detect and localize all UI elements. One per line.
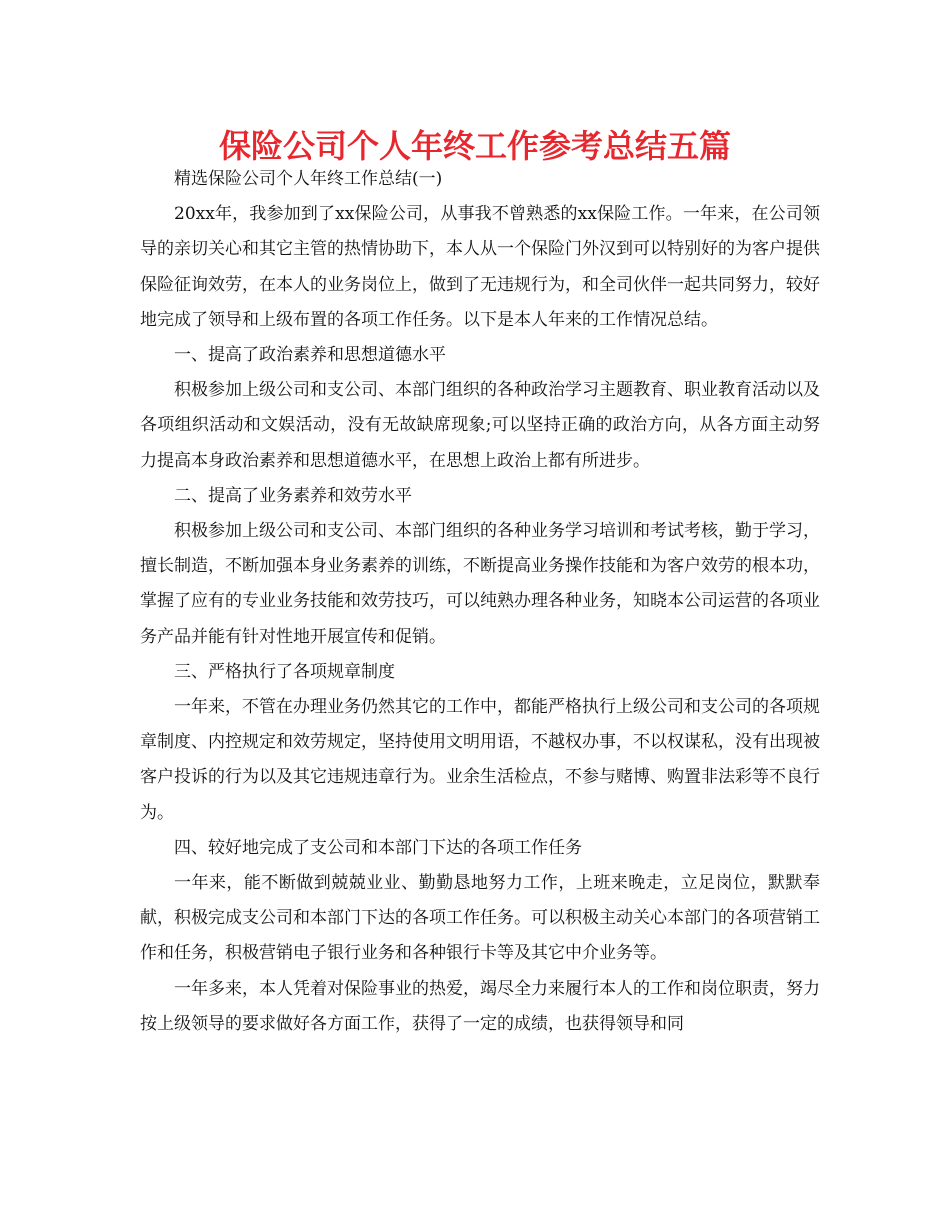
body-paragraph: 20xx年，我参加到了xx保险公司，从事我不曾熟悉的xx保险工作。一年来，在公司领导的亲切关心和其它主管的热情协助下，本人从一个保险门外汉到可以特别好的为客户提供保险征询效劳，在本人的业务岗位上，做到了无违规行为，和全司伙伴一起共同努力，较好地完成了领导和上级布置的各项工作任务。以下是本人年来的工作情况总结。 [140, 204, 820, 330]
document-title: 保险公司个人年终工作参考总结五篇 [218, 127, 731, 165]
section-heading: 二、提高了业务素养和效劳水平 [174, 485, 412, 506]
body-paragraph: 一年多来，本人凭着对保险事业的热爱，竭尽全力来履行本人的工作和岗位职责，努力按上级领导的要求做好各方面工作，获得了一定的成绩，也获得领导和同 [140, 978, 820, 1034]
document-body [140, 162, 820, 1042]
body-paragraph: 积极参加上级公司和支公司、本部门组织的各种业务学习培训和考试考核，勤于学习，擅长制造，不断加强本身业务素养的训练，不断提高业务操作技能和为客户效劳的根本功，掌握了应有的专业业务技能和效劳技巧，可以纯熟办理各种业务，知晓本公司运营的各项业务产品并能有针对性地开展宣传和促销。 [140, 521, 820, 647]
subtitle-paragraph: 精选保险公司个人年终工作总结(一) [174, 169, 443, 189]
section-heading: 三、严格执行了各项规章制度 [174, 661, 395, 682]
section-heading: 一、提高了政治素养和思想道德水平 [174, 345, 446, 366]
section-heading: 四、较好地完成了支公司和本部门下达的各项工作任务 [174, 837, 582, 858]
body-paragraph: 一年来，不管在办理业务仍然其它的工作中，都能严格执行上级公司和支公司的各项规章制度、内控规定和效劳规定，坚持使用文明用语，不越权办事，不以权谋私，没有出现被客户投诉的行为以及其它违规违章行为。业余生活检点，不参与赌博、购置非法彩等不良行为。 [140, 697, 820, 823]
body-paragraph: 一年来，能不断做到兢兢业业、勤勤恳地努力工作，上班来晚走，立足岗位，默默奉献，积极完成支公司和本部门下达的各项工作任务。可以积极主动关心本部门的各项营销工作和任务，积极营销电子银行业务和各种银行卡等及其它中介业务等。 [140, 873, 820, 964]
body-paragraph: 积极参加上级公司和支公司、本部门组织的各种政治学习主题教育、职业教育活动以及各项组织活动和文娱活动，没有无故缺席现象;可以坚持正确的政治方向，从各方面主动努力提高本身政治素养和思想道德水平，在思想上政治上都有所进步。 [140, 380, 820, 471]
